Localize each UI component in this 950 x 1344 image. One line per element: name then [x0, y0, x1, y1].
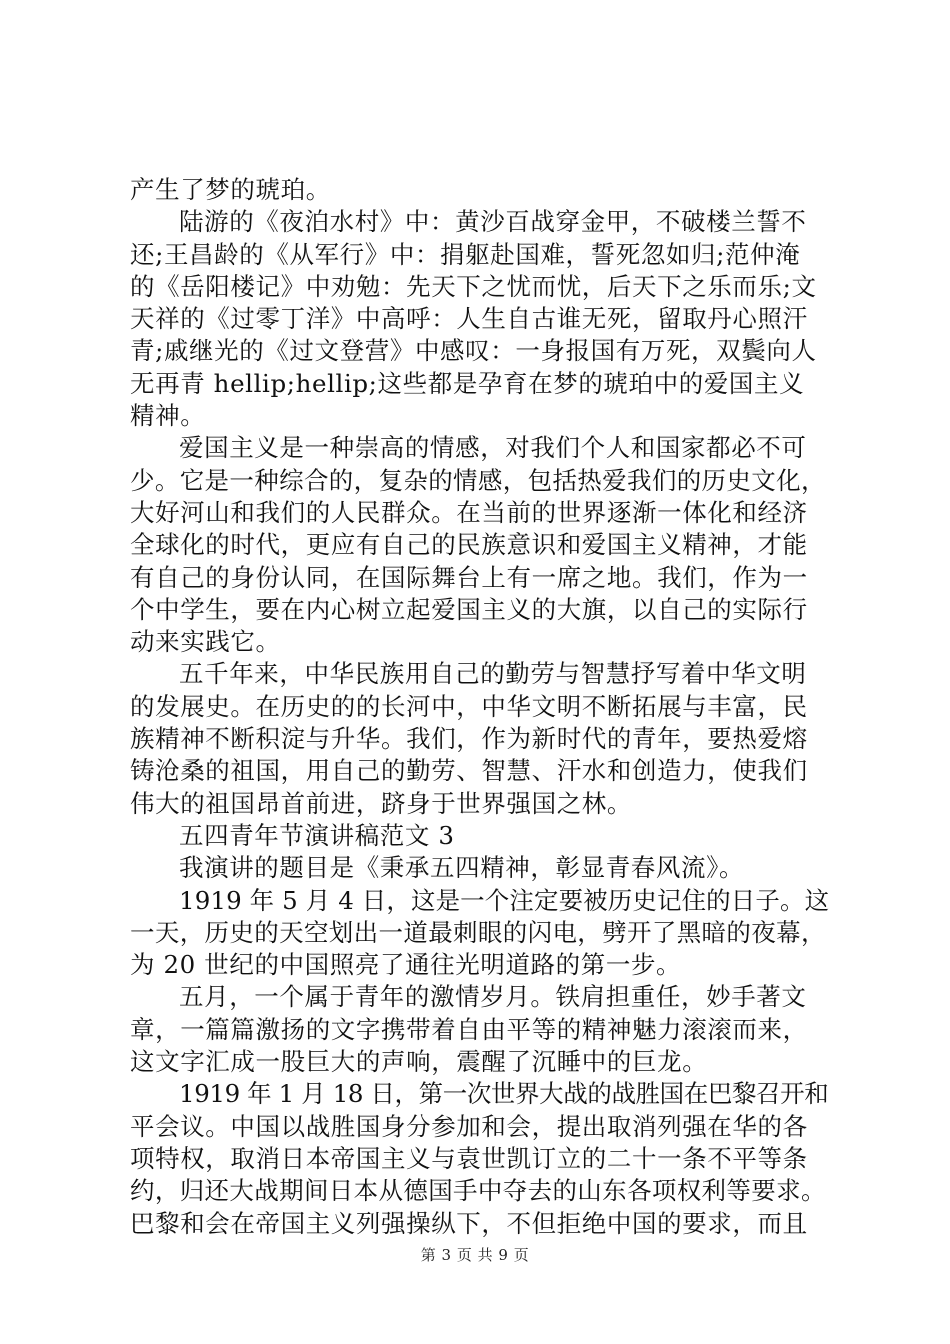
- text-line: 青;戚继光的《过文登营》中感叹：一身报国有万死，双鬓向人: [130, 336, 817, 366]
- text-line: 全球化的时代，更应有自己的民族意识和爱国主义精神，才能: [130, 530, 808, 560]
- text-line: 无再青 hellip;hellip;这些都是孕育在梦的琥珀中的爱国主义: [130, 368, 805, 398]
- text-line: 个中学生，要在内心树立起爱国主义的大旗，以自己的实际行: [130, 594, 808, 624]
- text-line: 这文字汇成一股巨大的声响，震醒了沉睡中的巨龙。: [130, 1047, 708, 1077]
- page-footer: 第 3 页 共 9 页: [420, 1246, 530, 1264]
- text-line: 铸沧桑的祖国，用自己的勤劳、智慧、汗水和创造力，使我们: [130, 756, 808, 786]
- text-line: 项特权，取消日本帝国主义与袁世凯订立的二十一条不平等条: [130, 1143, 808, 1173]
- text-line: 爱国主义是一种崇高的情感，对我们个人和国家都必不可: [179, 433, 807, 463]
- text-line: 的发展史。在历史的的长河中，中华文明不断拓展与丰富，民: [130, 691, 808, 721]
- text-line: 的《岳阳楼记》中劝勉：先天下之忧而忧，后天下之乐而乐;文: [130, 271, 817, 301]
- text-line: 巴黎和会在帝国主义列强操纵下，不但拒绝中国的要求，而且: [130, 1208, 808, 1238]
- body-text: [130, 174, 832, 1240]
- text-line: 还;王昌龄的《从军行》中：捐躯赴国难，誓死忽如归;范仲淹: [130, 239, 801, 269]
- text-line: 天祥的《过零丁洋》中高呼：人生自古谁无死，留取丹心照汗: [130, 304, 808, 334]
- text-line: 五月，一个属于青年的激情岁月。铁肩担重任，妙手著文: [179, 982, 807, 1012]
- text-line: 族精神不断积淀与升华。我们，作为新时代的青年，要热爱熔: [130, 724, 808, 754]
- text-line: 有自己的身份认同，在国际舞台上有一席之地。我们，作为一: [130, 562, 808, 592]
- text-line: 精神。: [130, 401, 206, 431]
- text-line: 一天，历史的天空划出一道最刺眼的闪电，劈开了黑暗的夜幕，: [130, 917, 826, 947]
- text-line: 约，归还大战期间日本从德国手中夺去的山东各项权利等要求。: [130, 1176, 826, 1206]
- text-line: 为 20 世纪的中国照亮了通往光明道路的第一步。: [130, 950, 682, 980]
- text-line: 我演讲的题目是《秉承五四精神，彰显青春风流》。: [179, 853, 745, 883]
- text-line: 动来实践它。: [130, 627, 281, 657]
- text-line: 五千年来，中华民族用自己的勤劳与智慧抒写着中华文明: [179, 659, 807, 689]
- text-line: 大好河山和我们的人民群众。在当前的世界逐渐一体化和经济: [130, 497, 808, 527]
- text-line: 五四青年节演讲稿范文 3: [179, 820, 455, 850]
- text-line: 产生了梦的琥珀。: [130, 175, 331, 204]
- text-line: 1919 年 1 月 18 日，第一次世界大战的战胜国在巴黎召开和: [179, 1079, 829, 1109]
- text-line: 1919 年 5 月 4 日，这是一个注定要被历史记住的日子。这: [179, 885, 830, 915]
- text-line: 少。它是一种综合的，复杂的情感，包括热爱我们的历史文化，: [130, 465, 826, 495]
- text-line: 章，一篇篇激扬的文字携带着自由平等的精神魅力滚滚而来，: [130, 1014, 808, 1044]
- text-line: 伟大的祖国昂首前进，跻身于世界强国之林。: [130, 788, 632, 818]
- text-line: 平会议。中国以战胜国身分参加和会，提出取消列强在华的各: [130, 1111, 808, 1141]
- text-line: 陆游的《夜泊水村》中：黄沙百战穿金甲，不破楼兰誓不: [179, 207, 807, 237]
